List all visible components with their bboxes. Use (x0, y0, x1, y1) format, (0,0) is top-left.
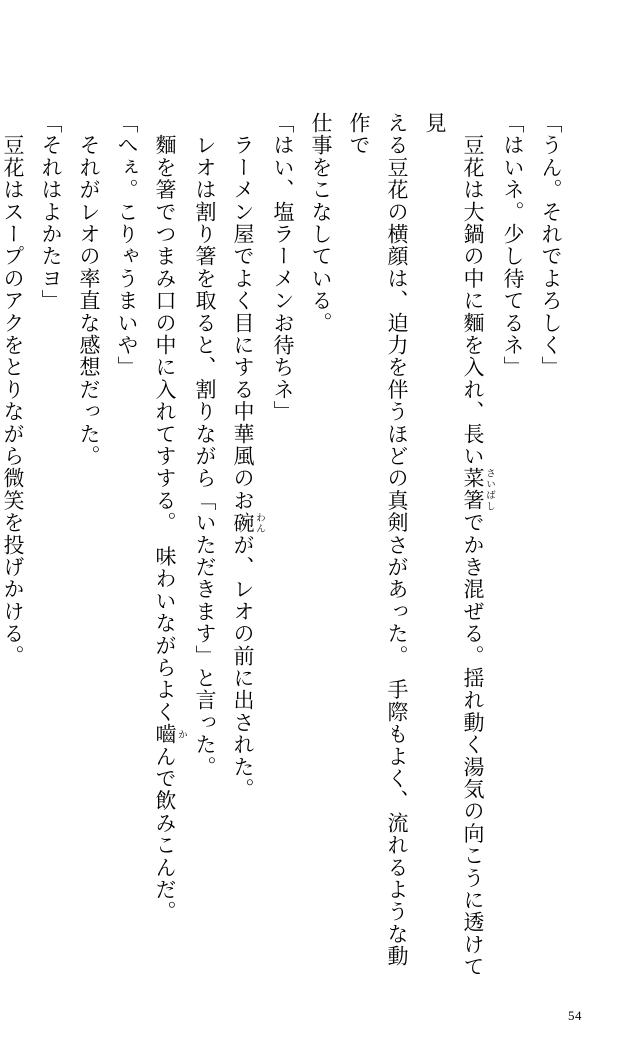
paragraph: 麵を箸でつまみ口の中に入れてすする。 味わいながらよく嚙 かんで飲みこんだ。 (153, 112, 186, 923)
paragraph: える豆花の横顔は、迫力を伴うほどの真剣さがあった。 手際もよく、流れるような動作で (347, 112, 409, 968)
page-number: 54 (568, 1008, 582, 1023)
ruby-wan: 碗 わん (231, 511, 264, 534)
ruby-saibashi: 菜箸 さいばし (461, 467, 494, 512)
vertical-text-body (1, 112, 570, 982)
paragraph: それがレオの率直な感想だった。 (77, 112, 101, 468)
paragraph: 豆花はスープのアクをとりながら微笑を投げかける。 (1, 112, 25, 667)
paragraph: 「うん。それでよろしく」 (539, 112, 563, 379)
paragraph: ラーメン屋でよく目にする中華風のお碗 わんが、レオの前に出された。 (231, 112, 264, 801)
paragraph: 仕事をこなしている。 (309, 112, 333, 334)
paragraph: 「はいネ。少し待てるネ」 (501, 112, 525, 379)
ruby-ka: 嚙 か (153, 723, 186, 746)
paragraph: 豆花は大鍋の中に麵を入れ、長い菜箸 さいばしでかき混ぜる。揺れ動く湯気の向こうに透けて見 (423, 112, 494, 978)
paragraph: 「それはよかたヨ」 (39, 112, 63, 312)
paragraph: 「へぇ。こりゃうまいや」 (115, 112, 139, 379)
paragraph: レオは割り箸を取ると、割りながら「いただきます」と言った。 (193, 112, 217, 778)
paragraph: 「はい、塩ラーメンお待ちネ」 (271, 112, 295, 423)
